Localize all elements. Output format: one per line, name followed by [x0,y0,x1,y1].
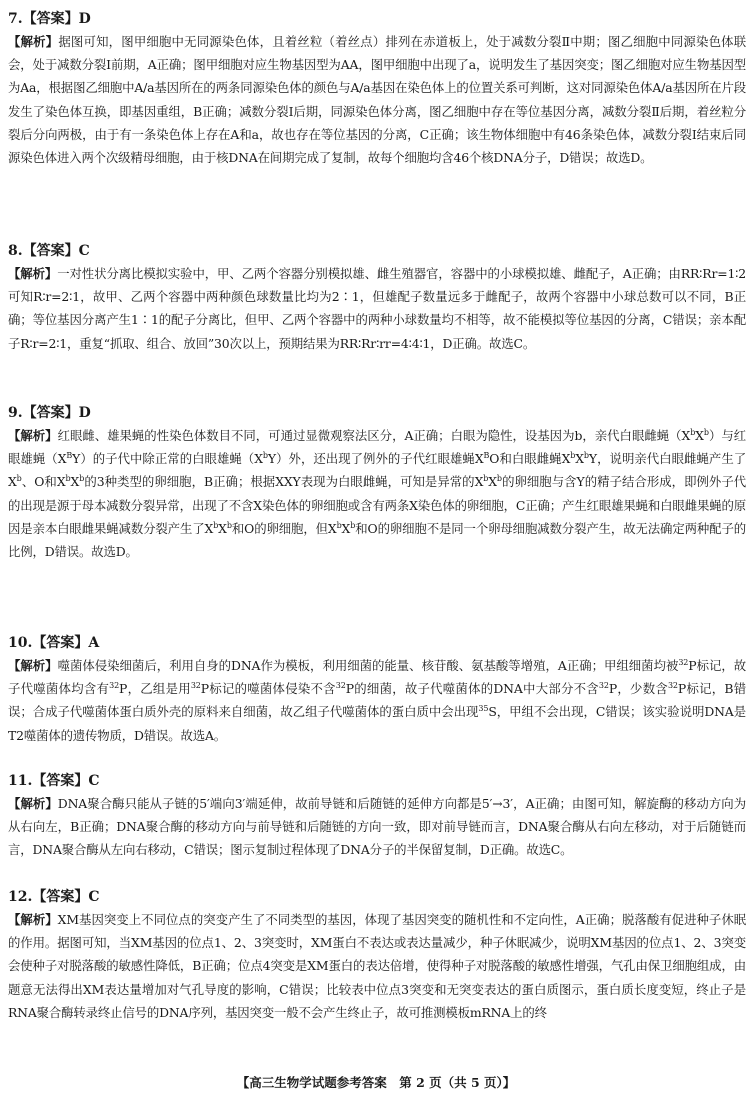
question-9 [8,402,746,563]
explanation-tag: 【解析】 [8,658,58,673]
explanation [8,792,746,862]
text-segment: X [341,520,351,536]
superscript: b [496,474,502,484]
text-segment: 噬菌体侵染细菌后，利用自身的DNA作为模板，利用细菌的能量、核苷酸、氨基酸等增殖，A正确；甲组细菌均被 [57,658,679,673]
answer-tag: 【答案】 [22,405,79,421]
text-segment: P标记，B错误；合成子代噬菌体蛋白质外壳的原料来自细菌，故乙组子代噬菌体的蛋白质中会出现 [8,681,746,720]
explanation [8,654,746,747]
text-segment: P，少数含 [608,681,668,697]
explanation-tag: 【解析】 [8,266,58,281]
superscript: b [690,427,696,437]
text-segment: S，甲组不会出现，C错误；该实验说明DNA是T2噬菌体的遗传物质，D错误。故选A。 [8,704,746,743]
answer-line [8,886,746,908]
text-segment: X [218,520,227,536]
question-number: 10. [8,635,33,651]
text-segment: Y，说明亲代白眼雌蝇产生了X [8,451,746,490]
superscript: 35 [478,704,489,714]
text-segment: Y）外，还出现了例外的子代红眼雄蝇X [267,451,484,467]
text-segment: 的卵细胞与含Y的精子结合形成，即例外子代的出现是源于母本减数分裂异常，出现了不含X染色体的卵细胞或含有两条X染色体的卵细胞，C正确；产生红眼雄果蝇和白眼雌果蝇的原因是亲本白眼雌果蝇减数分裂产生了X [8,474,746,536]
explanation [8,262,746,355]
question-8 [8,240,746,355]
answer-tag: 【答案】 [22,11,79,27]
text-segment: 的3种类型的卵细胞，B正确；根据XXY表现为白眼雌蝇，可知是异常的X [84,474,484,490]
text-segment: X [488,474,497,490]
superscript: b [570,451,576,461]
question-10 [8,632,746,747]
explanation-text [8,428,746,559]
superscript: b [262,451,268,461]
answer-tag: 【答案】 [32,889,89,905]
text-segment: X [70,474,80,490]
explanation [8,30,746,169]
question-number: 8. [8,243,23,259]
explanation-text: DNA聚合酶只能从子链的5′端向3′端延伸，故前导链和后随链的延伸方向都是5′→3′，A正确；由图可知，解旋酶的移动方向为从右向左，B正确；DNA聚合酶的移动方向与前导链和后随链的方向一致，即对前导链而言，DNA聚合酶从右向左移动，对于后随链而言，DNA聚合酶从左向右移动，C错误；图示复制过程体现了DNA分子的半保留复制，D正确。故选C。 [8,796,746,858]
text-segment: 和O的卵细胞，但X [231,520,337,536]
superscript: b [213,520,219,530]
explanation-text [8,658,746,743]
answer-tag: 【答案】 [32,773,89,789]
superscript: 32 [678,657,689,667]
question-12 [8,886,746,1024]
superscript: b [583,451,589,461]
answer-line [8,770,746,792]
superscript: b [336,520,342,530]
text-segment: 红眼雌、雄果蝇的性染色体数目不同，可通过显微观察法区分，A正确；白眼为隐性，设基因为b，亲代白眼雌蝇（X [57,428,691,443]
explanation-tag: 【解析】 [8,34,59,49]
explanation [8,908,746,1024]
question-number: 7. [8,11,23,27]
answer-value: A [88,635,100,651]
answer-tag: 【答案】 [22,243,79,259]
answer-line [8,240,746,262]
superscript: 32 [335,681,346,691]
answer-value: C [88,773,100,789]
explanation-tag: 【解析】 [8,428,58,443]
superscript: 32 [109,681,120,691]
page-footer: 【高三生物学试题参考答案 第 2 页（共 5 页）】 [236,1075,516,1090]
answer-line [8,632,746,654]
answer-value: C [88,889,100,905]
superscript: B [66,451,73,461]
answer-value: C [78,243,90,259]
superscript: b [483,474,489,484]
text-segment: ）与红眼雄蝇（X [8,428,746,467]
superscript: 32 [598,681,609,691]
text-segment: X [695,428,704,443]
text-segment: 、O和X [21,474,66,490]
answer-tag: 【答案】 [32,635,89,651]
explanation-text: 据图可知，图甲细胞中无同源染色体，且着丝粒（着丝点）排列在赤道板上，处于减数分裂Ⅱ中期；图乙细胞中同源染色体联会，处于减数分裂Ⅰ前期，A正确；图甲细胞对应生物基因型为AA，图甲细胞中出现了a，说明发生了基因突变；图乙细胞对应生物基因型为Aa，根据图乙细胞中A/a基因所在的两条同源染色体的颜色与A/a基因在染色体上的位置关系可判断，这对同源染色体A/a基因所在片段发生了染色体互换，即基因重组，B正确；减数分裂Ⅰ后期，同源染色体分离，图乙细胞中存在等位基因分离，减数分裂Ⅱ后期，着丝粒分裂后分向两极，由于有一条染色体上存在A和a，故也存在等位基因的分离，C正确；该生物体细胞中有46条染色体，减数分裂Ⅰ结束后同源染色体进入两个次级精母细胞，由于核DNA在间期完成了复制，故每个细胞均含46个核DNA分子，D错误；故选D。 [8,34,746,166]
answer-value: D [78,405,91,421]
superscript: b [16,474,22,484]
answer-value: D [78,11,91,27]
question-number: 12. [8,889,33,905]
superscript: b [79,474,85,484]
text-segment: O和白眼雌蝇X [489,451,571,467]
superscript: 32 [667,681,678,691]
superscript: 32 [190,681,201,691]
text-segment: 和O的卵细胞不是同一个卵母细胞减数分裂产生，故无法确定两种配子的比例，D错误。故选D。 [8,520,746,560]
question-number: 11. [8,773,33,789]
superscript: b [65,474,71,484]
text-segment: Y）的子代中除正常的白眼雄蝇（X [72,451,263,467]
superscript: b [350,520,356,530]
text-segment: P标记，故子代噬菌体均含有 [8,658,747,697]
question-7 [8,8,746,169]
text-segment: P，乙组是用 [119,681,191,697]
text-segment: X [575,451,584,467]
superscript: b [703,427,709,437]
superscript: b [226,520,232,530]
text-segment: P标记的噬菌体侵染不含 [200,681,336,697]
answer-line [8,8,746,30]
answer-line [8,402,746,424]
explanation-tag: 【解析】 [8,912,58,927]
superscript: B [483,451,490,461]
explanation-text: 一对性状分离比模拟实验中，甲、乙两个容器分别模拟雄、雌生殖器官，容器中的小球模拟雄、雌配子，A正确；由RR∶Rr=1∶2可知R∶r=2∶1，故甲、乙两个容器中两种颜色球数量比均为2∶1，但雄配子数量远多于雌配子，故两个容器中小球总数可以不同，B正确；等位基因分离产生1∶1的配子分离比，但甲、乙两个容器中的两种小球数量均不相等，故不能模拟等位基因的分离，C错误；亲本配子R∶r=2∶1，重复“抓取、组合、放回”30次以上，预期结果为RR∶Rr∶rr=4∶4∶1，D正确。故选C。 [8,266,746,351]
explanation-tag: 【解析】 [8,796,58,811]
explanation-text: XM基因突变上不同位点的突变产生了不同类型的基因，体现了基因突变的随机性和不定向性，A正确；脱落酸有促进种子休眠的作用。据图可知，当XM基因的位点1、2、3突变时，XM蛋白不表达或表达量减少，种子休眠减少，说明XM基因的位点1、2、3突变会使种子对脱落酸的敏感性降低，B正确；位点4突变是XM蛋白的表达倍增，使得种子对脱落酸的敏感性增强，气孔由保卫细胞组成，由题意无法得出XM表达量增加对气孔导度的影响，C错误；比较表中位点3突变和无突变表达的蛋白质图示，蛋白质长度变短，终止子是RNA聚合酶转录终止信号的DNA序列，基因突变一般不会产生终止子，故可推测模板mRNA上的终 [8,912,746,1020]
explanation [8,424,746,563]
text-segment: P的细菌，故子代噬菌体的DNA中大部分不含 [345,681,599,697]
question-11 [8,770,746,862]
question-number: 9. [8,405,23,421]
